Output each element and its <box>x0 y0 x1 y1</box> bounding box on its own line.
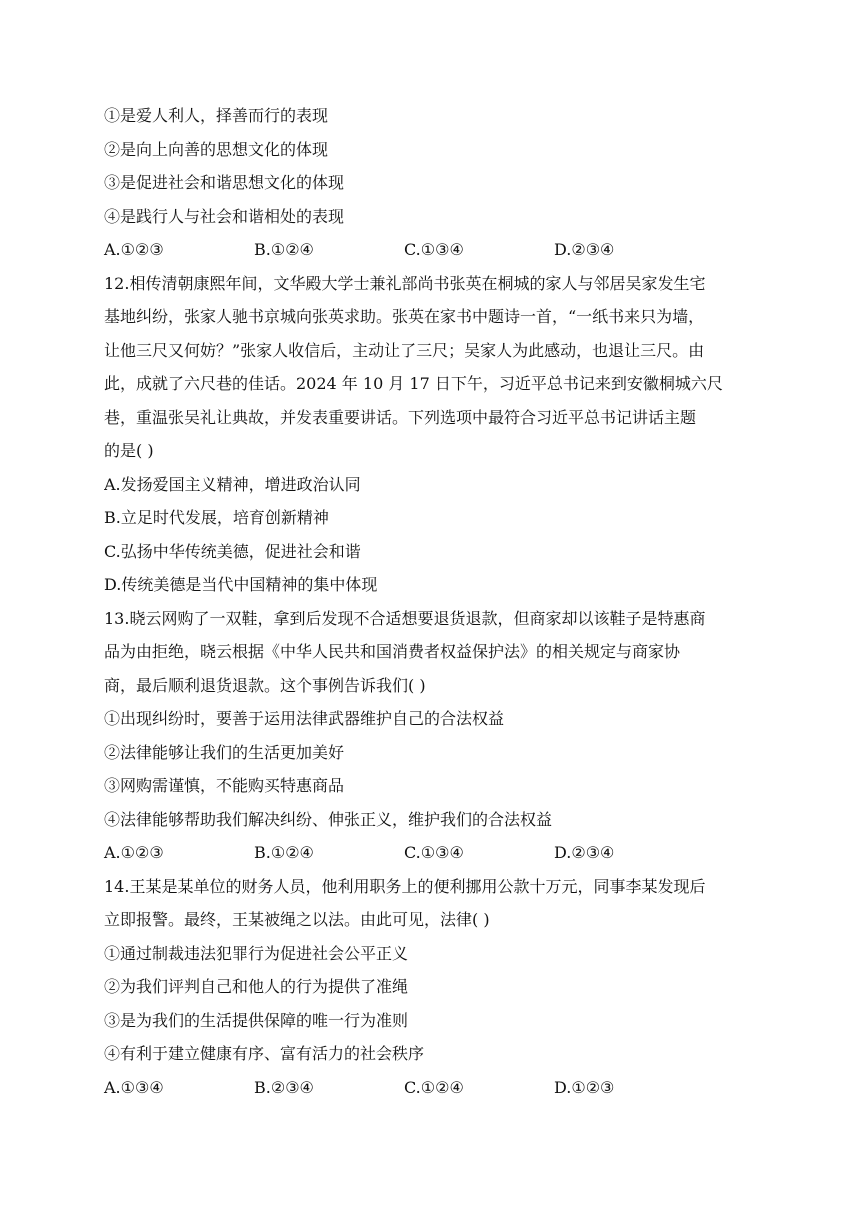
q13-option-c: C.①③④ <box>404 843 464 862</box>
q11-option-d: D.②③④ <box>554 240 615 259</box>
q12-stem-line: 12.相传清朝康熙年间，文华殿大学士兼礼部尚书张英在桐城的家人与邻居吴家发生宅 <box>104 273 706 293</box>
q12-choice-b: B.立足时代发展，培育创新精神 <box>104 508 329 527</box>
question-12 <box>104 267 764 602</box>
question-13 <box>104 602 764 870</box>
q12-choice-d: D.传统美德是当代中国精神的集中体现 <box>104 575 378 594</box>
q11-item-2: ②是向上向善的思想文化的体现 <box>104 139 329 159</box>
q13-stem-line: 13.晓云网购了一双鞋，拿到后发现不合适想要退货退款，但商家却以该鞋子是特惠商 <box>104 608 706 628</box>
q14-stem-line: 14.王某是某单位的财务人员，他利用职务上的便利挪用公款十万元，同事李某发现后 <box>104 876 706 896</box>
q13-stem-line: 商，最后顺利退货退款。这个事例告诉我们( ) <box>104 675 426 695</box>
q13-options <box>104 836 764 870</box>
q12-stem-line: 的是( ) <box>104 441 154 460</box>
q11-options <box>104 233 764 267</box>
q14-item-1: ①通过制裁违法犯罪行为促进社会公平正义 <box>104 943 409 963</box>
q11-item-4: ④是践行人与社会和谐相处的表现 <box>104 206 345 226</box>
question-11 <box>104 99 764 267</box>
q13-option-a: A.①②③ <box>104 843 164 862</box>
q13-option-d: D.②③④ <box>554 843 615 862</box>
q12-stem-line: 让他三尺又何妨？”张家人收信后，主动让了三尺；吴家人为此感动，也退让三尺。由 <box>104 340 705 360</box>
q14-option-d: D.①②③ <box>554 1077 615 1097</box>
q12-choice-c: C.弘扬中华传统美德，促进社会和谐 <box>104 541 361 561</box>
q14-item-4: ④有利于建立健康有序、富有活力的社会秩序 <box>104 1044 425 1063</box>
q11-option-b: B.①②④ <box>254 240 314 259</box>
q11-option-c: C.①③④ <box>404 240 464 259</box>
q14-item-2: ②为我们评判自己和他人的行为提供了准绳 <box>104 977 409 996</box>
q13-item-2: ②法律能够让我们的生活更加美好 <box>104 742 345 762</box>
q13-item-3: ③网购需谨慎，不能购买特惠商品 <box>104 776 345 795</box>
q14-option-c: C.①②④ <box>404 1077 464 1097</box>
question-14 <box>104 870 764 1105</box>
q13-option-b: B.①②④ <box>254 843 314 862</box>
q12-stem-line: 此，成就了六尺巷的佳话。2024 年 10 月 17 日下午，习近平总书记来到安徽桐城六尺 <box>104 374 723 393</box>
q14-options <box>104 1071 764 1105</box>
q11-item-1: ①是爱人利人，择善而行的表现 <box>104 106 329 125</box>
q14-item-3: ③是为我们的生活提供保障的唯一行为准则 <box>104 1010 409 1030</box>
q14-stem-line: 立即报警。最终，王某被绳之以法。由此可见，法律( ) <box>104 910 490 929</box>
q14-option-b: B.②③④ <box>254 1077 314 1097</box>
q13-item-4: ④法律能够帮助我们解决纠纷、伸张正义，维护我们的合法权益 <box>104 809 553 829</box>
q13-item-1: ①出现纠纷时，要善于运用法律武器维护自己的合法权益 <box>104 709 505 728</box>
q13-stem-line: 品为由拒绝，晓云根据《中华人民共和国消费者权益保护法》的相关规定与商家协 <box>104 642 681 661</box>
q12-choice-a: A.发扬爱国主义精神，增进政治认同 <box>104 474 361 494</box>
q11-option-a: A.①②③ <box>104 240 164 259</box>
q12-stem-line: 巷，重温张吴礼让典故，并发表重要讲话。下列选项中最符合习近平总书记讲话主题 <box>104 407 697 427</box>
exam-page <box>104 99 764 1104</box>
q12-stem-line: 基地纠纷，张家人驰书京城向张英求助。张英在家书中题诗一首，“一纸书来只为墙， <box>104 307 705 326</box>
q11-item-3: ③是促进社会和谐思想文化的体现 <box>104 173 345 192</box>
q14-option-a: A.①③④ <box>104 1077 164 1097</box>
